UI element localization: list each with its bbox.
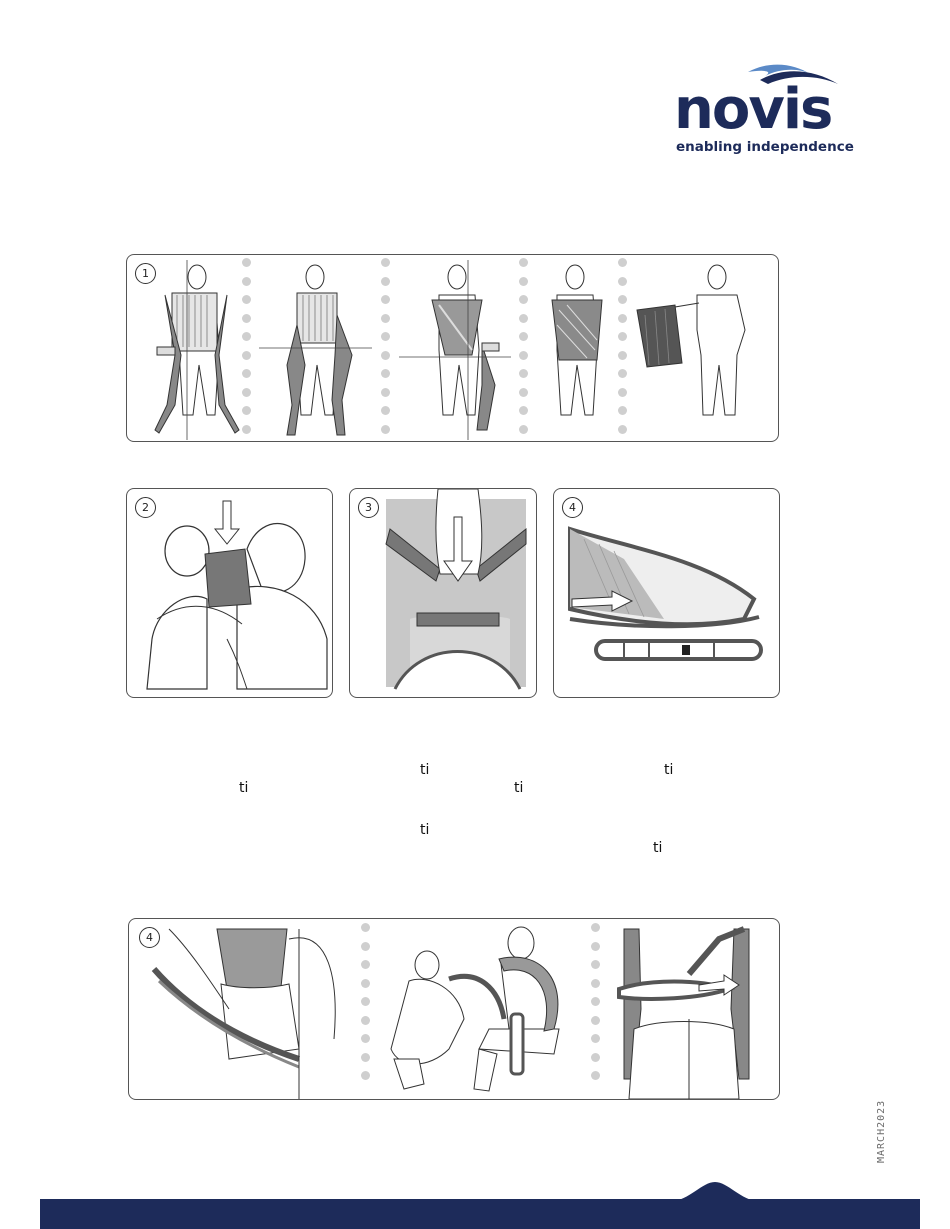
logo-tagline: enabling independence — [676, 139, 854, 155]
step-1-panel — [126, 254, 779, 442]
text-fragment: ti — [664, 762, 674, 778]
step-4b-panel — [128, 918, 780, 1100]
text-fragment: ti — [420, 762, 430, 778]
step-number: 4 — [562, 497, 583, 518]
step-number: 3 — [358, 497, 379, 518]
text-fragment: ti — [420, 822, 430, 838]
sling-fitting-sequence-illustration — [129, 919, 779, 1099]
back-sling-illustration — [350, 489, 536, 697]
step-3-panel — [349, 488, 537, 698]
text-fragment: ti — [653, 840, 663, 856]
step-4-panel — [553, 488, 780, 698]
text-fragment: ti — [239, 780, 249, 796]
step-number: 2 — [135, 497, 156, 518]
sling-placement-illustration — [127, 489, 332, 697]
leg-strap-illustration — [554, 489, 779, 697]
novis-logo — [660, 62, 854, 162]
date-label: MARCH2023 — [876, 1099, 887, 1163]
logo-wordmark: novis — [674, 77, 832, 142]
step-2-panel — [126, 488, 333, 698]
footer-bar — [40, 1199, 920, 1229]
step-number: 4 — [139, 927, 160, 948]
step-number: 1 — [135, 263, 156, 284]
text-fragment: ti — [514, 780, 524, 796]
sling-folding-illustration — [127, 255, 777, 440]
